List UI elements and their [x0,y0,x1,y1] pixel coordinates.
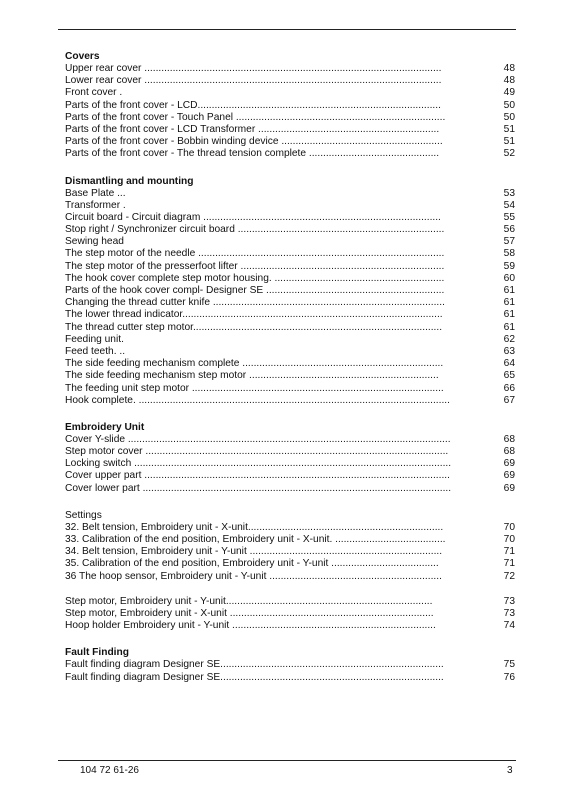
toc-entry [65,75,515,87]
entry-page-number: 67 [503,394,515,406]
toc-entry [65,571,515,583]
toc-entry [65,358,515,370]
toc-entry [65,346,515,358]
entry-title: Parts of the hook cover compl- Designer SE ............................................................... [65,285,445,296]
entry-title: Circuit board - Circuit diagram .................................................................................... [65,211,441,223]
entry-page-number: 74 [503,620,515,632]
entry-page-number: 51 [503,123,515,135]
toc-section [65,509,515,633]
toc-entry [65,309,515,321]
entry-title: The step motor of the needle ....................................................................................... [65,248,445,260]
entry-title: Step motor, Embroidery unit - Y-unit......................................................................... [65,595,433,607]
entry-page-number: 51 [503,136,515,148]
toc-section [65,421,515,495]
entry-title: 35. Calibration of the end position, Embroidery unit - Y-unit ...................................... [65,558,439,570]
entry-page-number: 68 [503,433,515,445]
entry-title: Sewing head [65,236,124,248]
top-rule [58,29,516,30]
entry-page-number: 71 [503,546,515,558]
toc-entry [65,236,515,248]
entry-title: Step motor cover ........................................................................................................... [65,446,449,458]
entry-page-number: 69 [503,470,515,482]
entry-title: Feed teeth. .. [65,345,126,357]
entry-title: Fault finding diagram Designer SE............................................................................... [65,659,444,671]
toc-entry [65,558,515,570]
entry-title: 34. Belt tension, Embroidery unit - Y-unit .................................................................... [65,546,443,558]
toc-entry [65,546,515,558]
toc-entry [65,212,515,224]
toc-entry [65,248,515,260]
entry-page-number: 48 [503,63,515,74]
entry-page-number: 59 [503,260,515,272]
entry-page-number: 61 [503,297,515,309]
toc-entry [65,261,515,273]
entry-page-number: 65 [503,370,515,382]
entry-title: Parts of the front cover - LCD...................................................................................... [65,99,441,111]
bottom-rule [58,760,516,761]
entry-title: The feeding unit step motor ......................................................................................... [65,382,444,394]
entry-page-number: 55 [503,211,515,223]
toc-entry [65,100,515,112]
entry-title: Lower rear cover ......................................................................................................... [65,75,442,87]
toc-entry [65,470,515,482]
entry-page-number: 61 [503,285,515,296]
entry-title: Cover upper part ............................................................................................................ [65,470,450,482]
entry-page-number: 52 [503,148,515,160]
entry-title: The hook cover complete step motor housing. ............................................................ [65,272,445,284]
entry-page-number: 66 [503,382,515,394]
entry-page-number: 49 [503,87,515,99]
toc-section [65,175,515,407]
toc-entry [65,395,515,407]
entry-title: Hook complete. .............................................................................................................. [65,394,450,406]
entry-title: Feeding unit. [65,333,124,345]
entry-title: Parts of the front cover - The thread tension complete .............................................. [65,148,440,160]
entry-title: The step motor of the presserfoot lifter ........................................................................ [65,260,445,272]
entry-page-number: 53 [503,187,515,199]
entry-page-number: 56 [503,224,515,236]
entry-title: Hoop holder Embroidery unit - Y-unit ........................................................................ [65,620,436,632]
toc-entry [65,446,515,458]
entry-title: The side feeding mechanism complete ....................................................................... [65,358,444,370]
section-title: Dismantling and mounting [65,175,194,187]
entry-title: Parts of the front cover - LCD Transformer ................................................................ [65,123,440,135]
entry-title: Cover lower part ............................................................................................................. [65,482,452,494]
toc-entry [65,659,515,671]
entry-page-number: 73 [503,607,515,619]
entry-title: Upper rear cover ......................................................................................................... [65,63,442,74]
spacer [65,583,515,596]
toc-entry [65,458,515,470]
entry-title: Front cover . [65,87,123,99]
entry-title: Step motor, Embroidery unit - X-unit ........................................................................ [65,607,434,619]
entry-title: The thread cutter step motor........................................................................................ [65,321,443,333]
toc-entry [65,322,515,334]
toc-entry [65,522,515,534]
entry-title: Stop right / Synchronizer circuit board ......................................................................... [65,224,445,236]
toc-entry [65,87,515,99]
toc-entry [65,620,515,632]
entry-title: Parts of the front cover - Bobbin winding device ......................................................... [65,136,443,148]
entry-title: 33. Calibration of the end position, Embroidery unit - X-unit. ....................................... [65,534,446,545]
toc-entry [65,483,515,495]
section-title: Embroidery Unit [65,421,145,433]
entry-page-number: 69 [503,482,515,494]
toc-entry [65,672,515,684]
toc-entry [65,608,515,620]
entry-page-number: 68 [503,446,515,458]
entry-page-number: 62 [503,333,515,345]
toc-entry [65,596,515,608]
entry-page-number: 50 [503,111,515,123]
entry-page-number: 54 [503,199,515,211]
entry-page-number: 63 [503,345,515,357]
entry-page-number: 61 [503,309,515,321]
entry-title: Locking switch ................................................................................................................ [65,458,452,470]
entry-page-number: 48 [503,75,515,87]
entry-page-number: 75 [503,659,515,671]
entry-page-number: 76 [503,671,515,683]
toc-entry [65,370,515,382]
toc-entry [65,188,515,200]
entry-title: The side feeding mechanism step motor ................................................................... [65,370,439,382]
toc-section [65,646,515,683]
toc-entry [65,297,515,309]
table-of-contents [65,50,515,698]
toc-entry [65,273,515,285]
section-title: Settings [65,509,102,521]
entry-page-number: 50 [503,99,515,111]
footer-page-number: 3 [507,765,513,776]
entry-page-number: 69 [503,458,515,470]
toc-entry [65,534,515,546]
toc-entry [65,63,515,75]
toc-section [65,50,515,161]
entry-page-number: 57 [503,236,515,248]
entry-page-number: 60 [503,272,515,284]
entry-page-number: 58 [503,248,515,260]
entry-page-number: 71 [503,558,515,570]
entry-title: Base Plate ... [65,187,126,199]
toc-entry [65,148,515,160]
entry-page-number: 61 [503,321,515,333]
entry-title: Transformer . [65,199,126,211]
entry-page-number: 73 [503,595,515,607]
toc-entry [65,434,515,446]
toc-entry [65,334,515,346]
entry-page-number: 64 [503,358,515,370]
entry-page-number: 72 [503,570,515,582]
entry-title: Cover Y-slide .................................................................................................................. [65,433,451,445]
toc-entry [65,200,515,212]
toc-entry [65,112,515,124]
entry-title: The lower thread indicator............................................................................................ [65,309,443,321]
entry-page-number: 70 [503,521,515,533]
toc-entry [65,285,515,297]
entry-title: Parts of the front cover - Touch Panel .......................................................................... [65,111,446,123]
footer-document-number: 104 72 61-26 [80,765,139,776]
toc-entry [65,383,515,395]
entry-title: Changing the thread cutter knife .................................................................................. [65,297,445,309]
entry-title: 36 The hoop sensor, Embroidery unit - Y-unit ............................................................. [65,570,442,582]
entry-title: 32. Belt tension, Embroidery unit - X-unit..................................................................... [65,521,444,533]
toc-entry [65,136,515,148]
section-title: Covers [65,51,100,62]
section-title: Fault Finding [65,647,129,659]
toc-entry [65,224,515,236]
entry-title: Fault finding diagram Designer SE............................................................................... [65,671,444,683]
toc-entry [65,124,515,136]
entry-page-number: 70 [503,534,515,545]
